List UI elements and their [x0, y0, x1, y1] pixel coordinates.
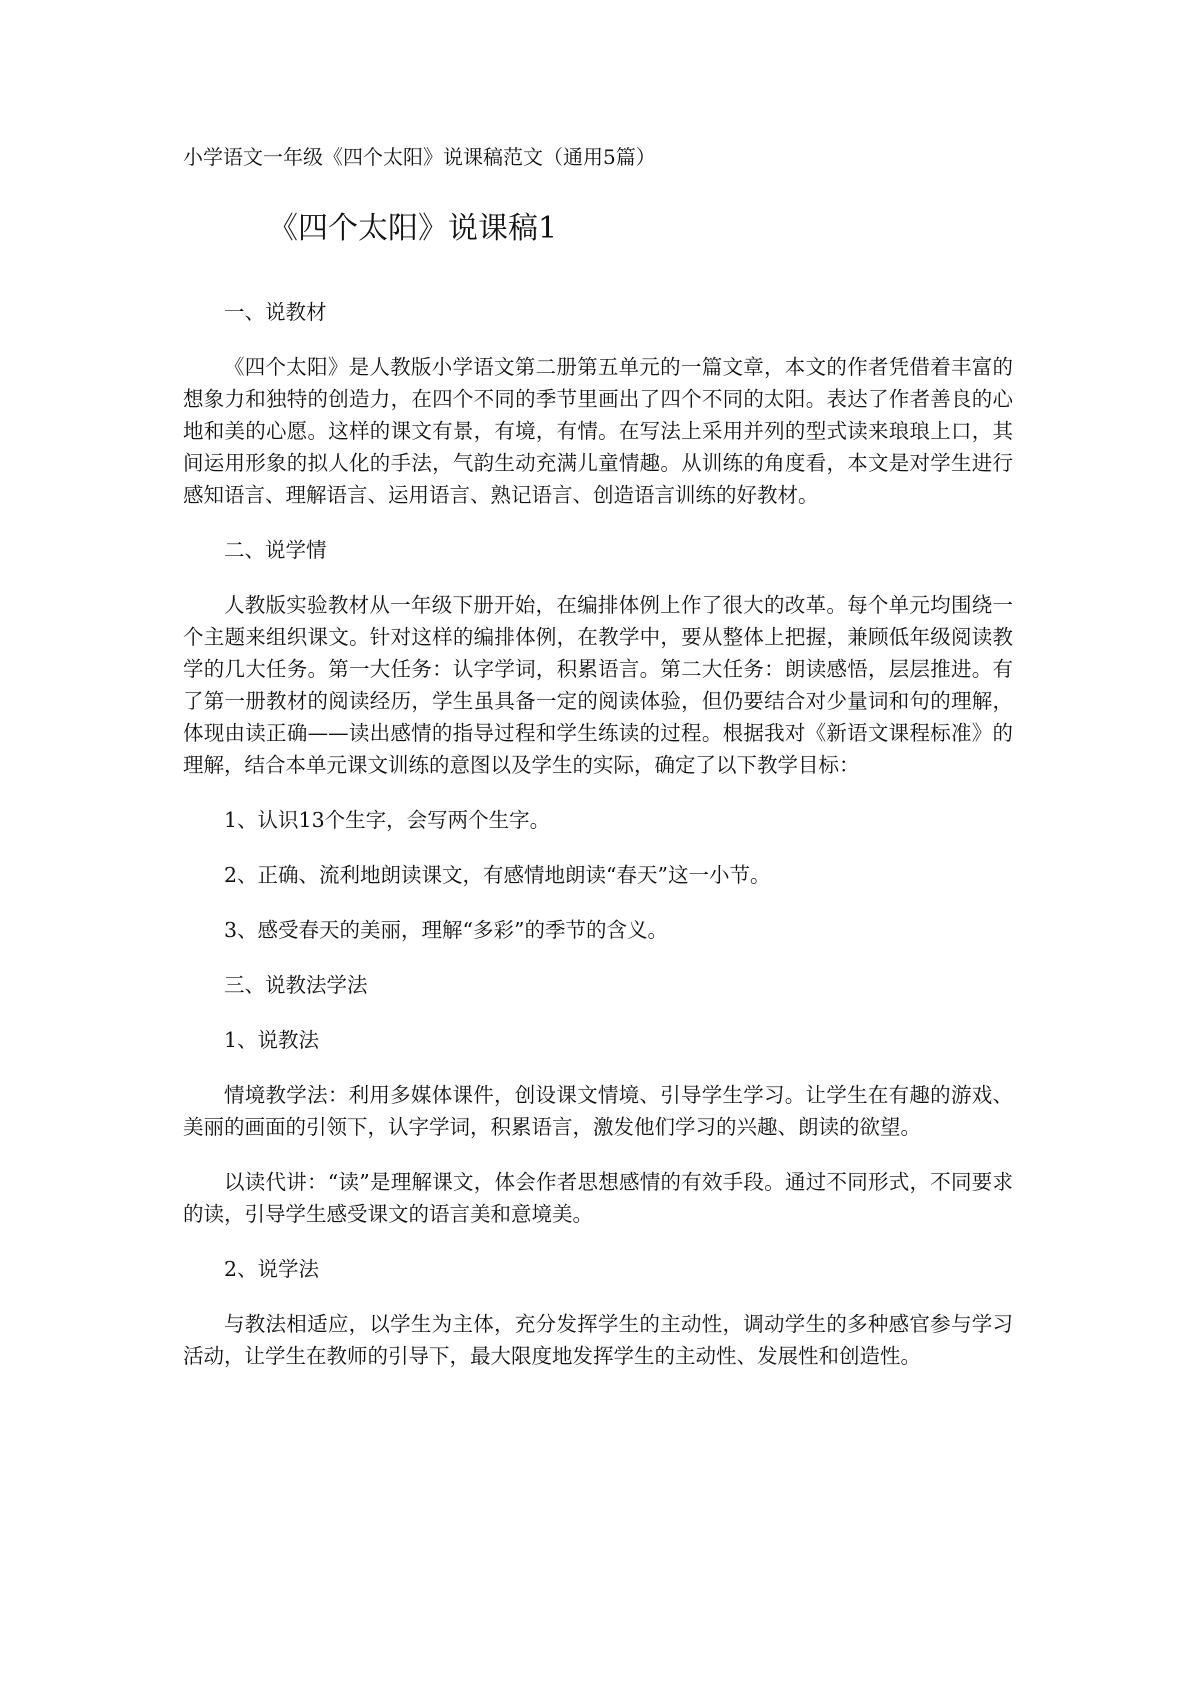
heading-students: 二、说学情 — [224, 538, 327, 562]
document-body — [183, 296, 1013, 1395]
goal-item-3: 3、感受春天的美丽，理解“多彩”的季节的含义。 — [224, 918, 669, 942]
document-title: 小学语文一年级《四个太阳》说课稿范文（通用5篇） — [183, 145, 656, 169]
subheading-learning-methods: 2、说学法 — [224, 1257, 320, 1281]
heading-methods: 三、说教法学法 — [224, 973, 368, 997]
paragraph-situational-teaching: 情境教学法：利用多媒体课件，创设课文情境、引导学生学习。让学生在有趣的游戏、美丽的画面的引领下，认字学词，积累语言，激发他们学习的兴趣、朗读的欲望。 — [183, 1083, 1013, 1139]
paragraph-textbook: 《四个太阳》是人教版小学语文第二册第五单元的一篇文章，本文的作者凭借着丰富的想象力和独特的创造力，在四个不同的季节里画出了四个不同的太阳。表达了作者善良的心地和美的心愿。这样的课文有景，有境，有情。在写法上采用并列的型式读来琅琅上口，其间运用形象的拟人化的手法，气韵生动充满儿童情趣。从训练的角度看，本文是对学生进行感知语言、理解语言、运用语言、熟记语言、创造语言训练的好教材。 — [183, 355, 1013, 507]
subheading-teaching-methods: 1、说教法 — [224, 1028, 320, 1052]
paragraph-students: 人教版实验教材从一年级下册开始，在编排体例上作了很大的改革。每个单元均围绕一个主题来组织课文。针对这样的编排体例，在教学中，要从整体上把握，兼顾低年级阅读教学的几大任务。第一大任务：认字学词，积累语言。第二大任务：朗读感悟，层层推进。有了第一册教材的阅读经历，学生虽具备一定的阅读体验，但仍要结合对少量词和句的理解，体现由读正确——读出感情的指导过程和学生练读的过程。根据我对《新语文课程标准》的理解，结合本单元课文训练的意图以及学生的实际，确定了以下教学目标： — [183, 593, 1013, 777]
section-title: 《四个太阳》说课稿1 — [268, 211, 558, 246]
goal-item-1: 1、认识13个生字，会写两个生字。 — [224, 808, 551, 832]
goal-item-2: 2、正确、流利地朗读课文，有感情地朗读“春天”这一小节。 — [224, 863, 771, 887]
paragraph-learning-methods: 与教法相适应，以学生为主体，充分发挥学生的主动性，调动学生的多种感官参与学习活动，让学生在教师的引导下，最大限度地发挥学生的主动性、发展性和创造性。 — [183, 1312, 1013, 1368]
paragraph-reading-instead-of-lecture: 以读代讲：“读”是理解课文，体会作者思想感情的有效手段。通过不同形式，不同要求的读，引导学生感受课文的语言美和意境美。 — [183, 1170, 1013, 1226]
heading-textbook: 一、说教材 — [224, 300, 327, 324]
